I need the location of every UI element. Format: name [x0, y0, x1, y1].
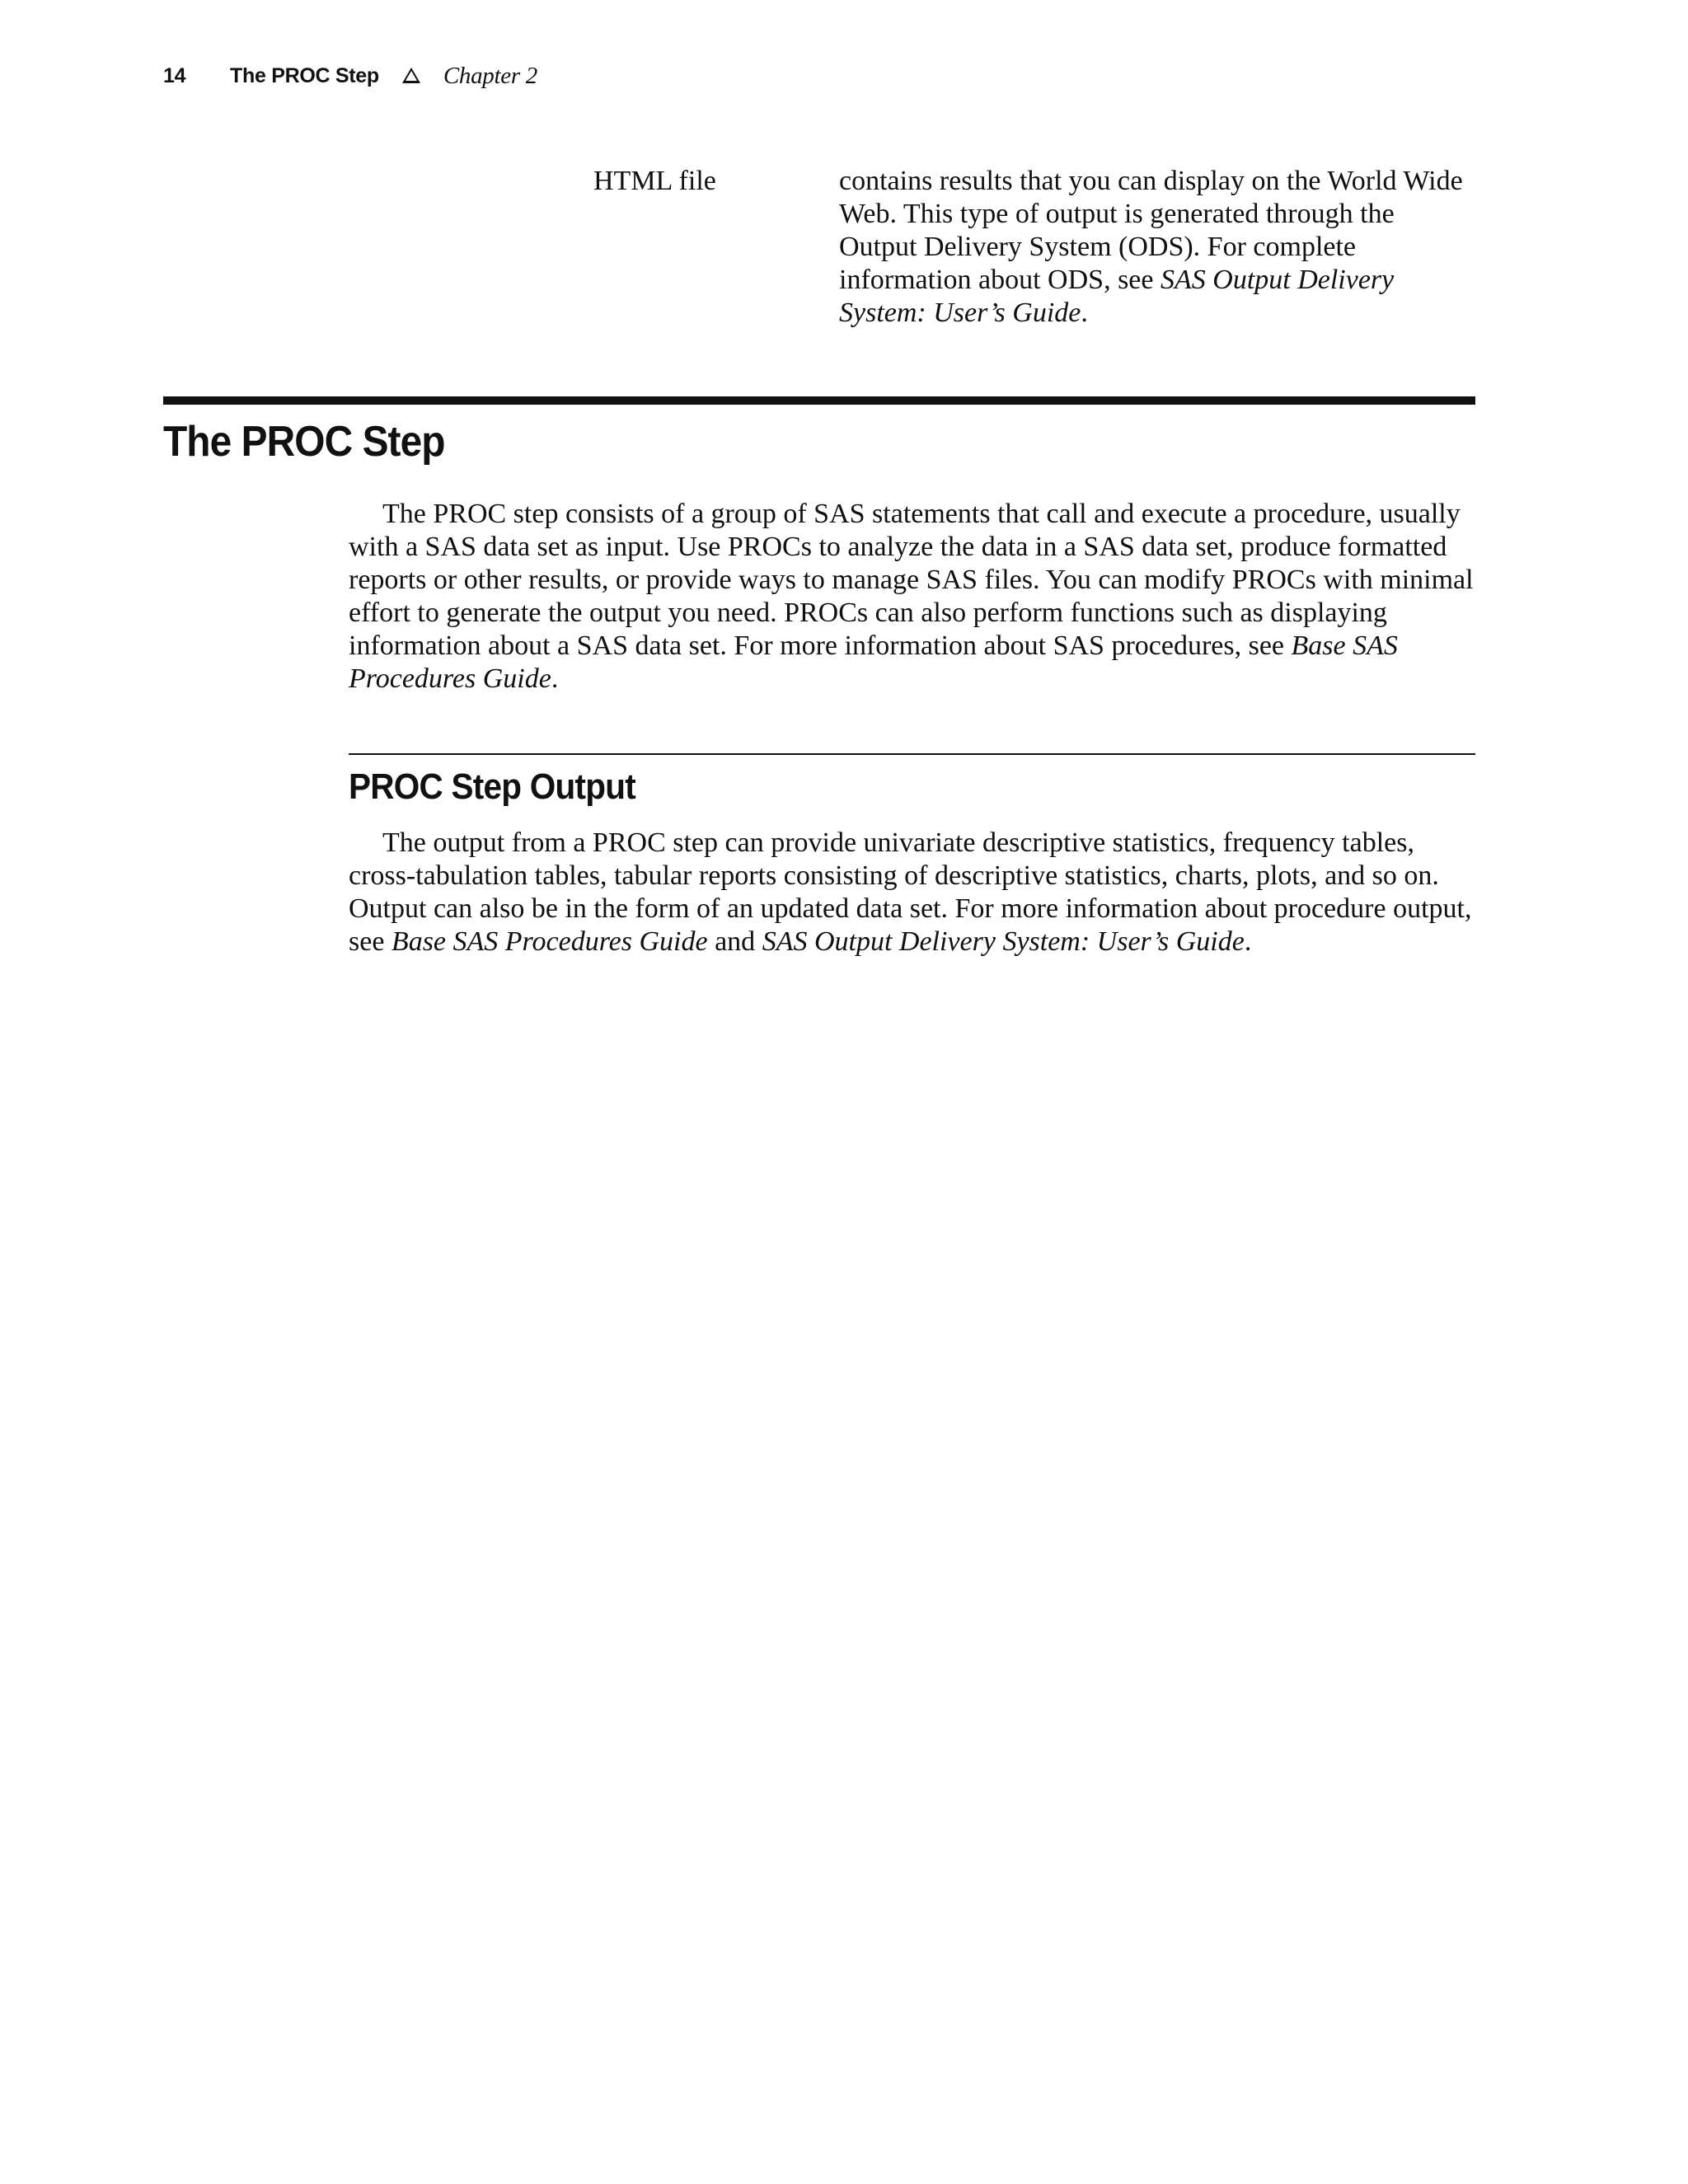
running-title: The PROC Step: [230, 63, 379, 87]
section-paragraph: [349, 498, 1478, 696]
definition-entry: [593, 165, 1475, 330]
page-number: 14: [163, 63, 186, 87]
section-paragraph-end: .: [551, 663, 559, 694]
definition-text: contains results that you can display on the World Wide Web. This type of output is generated through the Output Delivery System (ODS). For complete information about ODS, see: [839, 166, 1463, 295]
subsection-paragraph-reference-2: SAS Output Delivery System: User’s Guide: [762, 926, 1245, 957]
section-paragraph-reference: Base SAS Procedures Guide: [349, 630, 1398, 694]
subsection-rule: [349, 753, 1475, 755]
subsection-paragraph-end: .: [1244, 926, 1252, 957]
subsection-heading: PROC Step Output: [349, 766, 636, 807]
section-rule: [163, 396, 1475, 405]
section-paragraph-text: The PROC step consists of a group of SAS statements that call and execute a procedure, usually with a SAS data set as input. Use PROCs to analyze the data in a SAS data set, produce formatted reports or other results, or provide ways to manage SAS files. You can modify PROCs with minimal effort to generate the output you need. PROCs can also perform functions such as displaying information about a SAS data set. For more information about SAS procedures, see: [349, 499, 1474, 661]
definition-term: HTML file: [593, 166, 716, 196]
triangle-icon: [402, 68, 420, 83]
subsection-paragraph-reference-1: Base SAS Procedures Guide: [391, 926, 708, 957]
definition-reference: SAS Output Delivery System: User’s Guide: [839, 265, 1395, 328]
subsection-paragraph-connector: and: [707, 926, 762, 957]
chapter-label: Chapter 2: [443, 62, 537, 89]
definition-end: .: [1081, 298, 1088, 328]
subsection-paragraph: [349, 827, 1478, 958]
section-heading: The PROC Step: [163, 418, 445, 466]
running-header: [163, 58, 537, 94]
subsection-paragraph-text: The output from a PROC step can provide univariate descriptive statistics, frequency tables, cross-tabulation tables, tabular reports consisting of descriptive statistics, charts, plots, and so on. Output can also be in the form of an updated data set. For more information about procedure output, see: [349, 827, 1472, 957]
definition-description: [839, 165, 1474, 330]
